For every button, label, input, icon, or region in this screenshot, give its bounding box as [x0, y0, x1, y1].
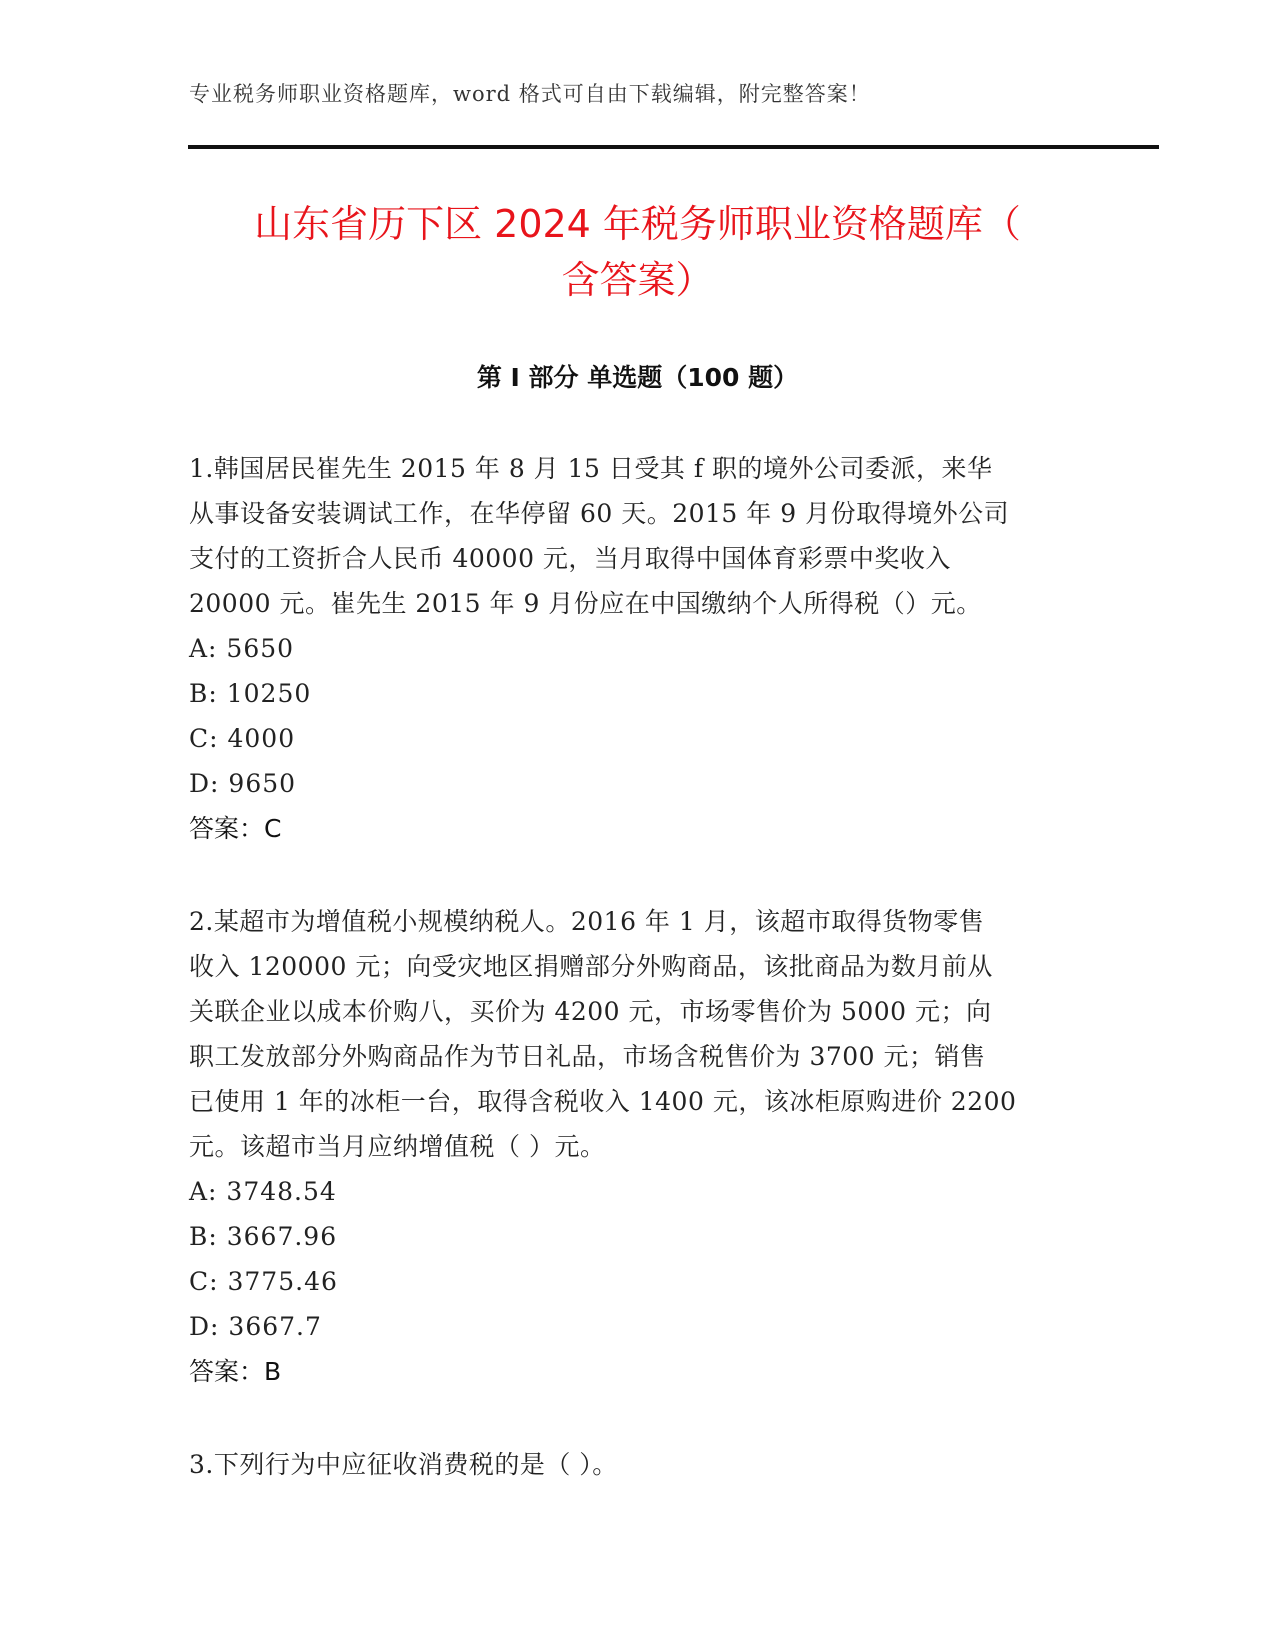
option-b: B: 10250	[189, 679, 312, 708]
option-a: A: 5650	[189, 634, 295, 663]
option-a: A: 3748.54	[189, 1177, 337, 1206]
option-b: B: 3667.96	[189, 1222, 338, 1251]
option-d: D: 3667.7	[189, 1312, 322, 1341]
question-1	[189, 446, 1089, 851]
section-title: 第 I 部分 单选题（100 题）	[476, 363, 799, 392]
question-3	[189, 1442, 1089, 1487]
title-line-2: 含答案）	[561, 258, 714, 302]
question-list	[189, 446, 1089, 1535]
question-text: 1.韩国居民崔先生 2015 年 8 月 15 日受其 f 职的境外公司委派，来华 从事设备安装调试工作，在华停留 60 天。2015 年 9 月份取得境外公司 支付的工资折合人民币 40000 元，当月取得中国体育彩票中奖收入 20000 元。崔先生 2015 年 9 月份应在中国缴纳个人所得税（）元。	[189, 454, 1010, 618]
question-text: 3.下列行为中应征收消费税的是（ ）。	[189, 1450, 618, 1479]
title-line-1: 山东省历下区 2024 年税务师职业资格题库（	[254, 202, 1021, 246]
option-c: C: 4000	[189, 724, 296, 753]
question-2	[189, 899, 1089, 1394]
option-c: C: 3775.46	[189, 1267, 338, 1296]
header-note: 专业税务师职业资格题库，word 格式可自由下载编辑，附完整答案！	[189, 82, 871, 106]
answer: 答案：C	[189, 814, 282, 843]
option-d: D: 9650	[189, 769, 297, 798]
header-divider	[188, 145, 1159, 149]
document-title	[185, 196, 1090, 308]
question-text: 2.某超市为增值税小规模纳税人。2016 年 1 月，该超市取得货物零售 收入 120000 元；向受灾地区捐赠部分外购商品，该批商品为数月前从 关联企业以成本价购八，买价为 4200 元，市场零售价为 5000 元；向 职工发放部分外购商品作为节日礼品，市场含税售价为 3700 元；销售 已使用 1 年的冰柜一台，取得含税收入 1400 元，该冰柜原购进价 2200 元。该超市当月应纳增值税（ ）元。	[189, 907, 1017, 1161]
answer: 答案：B	[189, 1357, 282, 1386]
